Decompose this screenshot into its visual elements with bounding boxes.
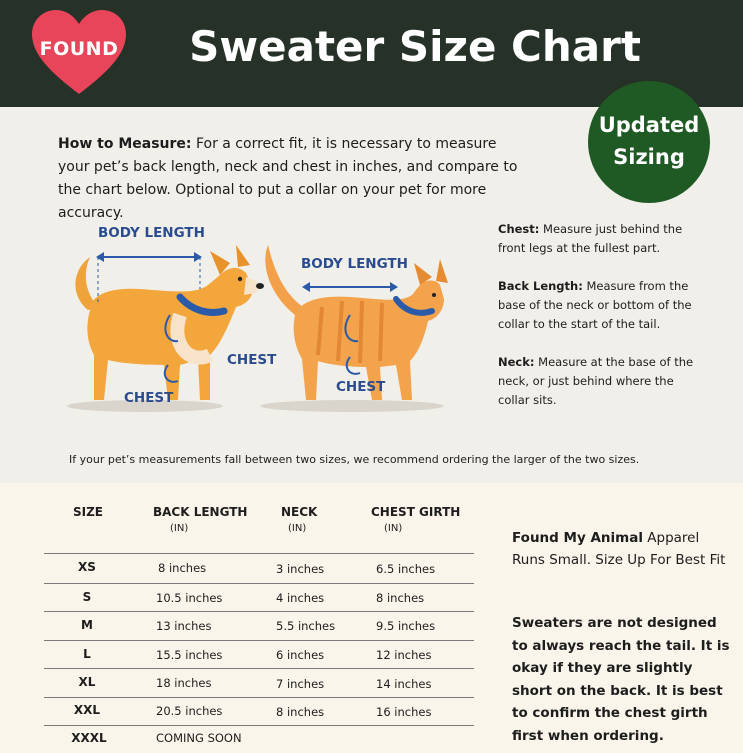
cell-size: XXXL [71, 731, 107, 745]
how-to-measure [58, 133, 528, 225]
pets-illustration [60, 215, 480, 415]
cell-size: XS [78, 560, 96, 574]
cell-back-length: 13 inches [156, 619, 212, 633]
cell-size: XL [78, 675, 96, 689]
definition-term: Back Length: [498, 279, 583, 293]
row-divider [44, 697, 474, 698]
size-between-note: If your pet’s measurements fall between two sizes, we recommend ordering the larger of the two sizes. [69, 453, 640, 466]
cell-back-length: 10.5 inches [156, 591, 223, 605]
header-chest-girth: CHEST GIRTH [371, 505, 461, 519]
cell-chest-girth: 6.5 inches [376, 562, 436, 576]
definition-chest [498, 220, 708, 258]
brand-name: Found My Animal [512, 530, 643, 546]
row-divider [44, 725, 474, 726]
cell-back-length: COMING SOON [156, 731, 242, 745]
cell-chest-girth: 9.5 inches [376, 619, 436, 633]
row-divider [44, 583, 474, 584]
badge-line-2: Sizing [613, 145, 685, 169]
definition-neck [498, 353, 708, 410]
dog-chest-label: CHEST [124, 390, 174, 406]
runs-small-note [512, 527, 727, 571]
unit-chest-girth: (IN) [384, 523, 403, 534]
cell-chest-girth: 16 inches [376, 705, 432, 719]
cell-back-length: 18 inches [156, 676, 212, 690]
cell-back-length: 8 inches [158, 561, 207, 575]
row-divider [44, 668, 474, 669]
cat-chest-left-label: CHEST [227, 352, 277, 368]
cell-size: L [83, 647, 91, 661]
cell-neck: 7 inches [276, 677, 325, 691]
cell-back-length: 15.5 inches [156, 648, 223, 662]
definition-text: Measure at the base of the neck, or just behind where the collar sits. [498, 355, 694, 407]
cell-chest-girth: 12 inches [376, 648, 432, 662]
cell-size: XXL [73, 703, 101, 717]
cell-neck: 6 inches [276, 648, 325, 662]
cell-neck: 4 inches [276, 591, 325, 605]
row-divider [44, 611, 474, 612]
cell-neck: 5.5 inches [276, 619, 336, 633]
badge-line-1: Updated [598, 113, 700, 137]
definition-text: Measure just behind the front legs at the fullest part. [498, 222, 683, 255]
cell-chest-girth: 8 inches [376, 591, 425, 605]
definition-text: Measure from the base of the neck or bottom of the collar to the start of the tail. [498, 279, 692, 331]
cell-back-length: 20.5 inches [156, 704, 223, 718]
definition-term: Chest: [498, 222, 540, 236]
dog-body-length-label: BODY LENGTH [98, 225, 205, 241]
cat-body-length-label: BODY LENGTH [301, 256, 408, 272]
header-size: SIZE [73, 505, 104, 519]
cell-size: M [81, 618, 93, 632]
definition-back-length [498, 277, 708, 334]
unit-back-length: (IN) [170, 523, 189, 534]
header-back-length: BACK LENGTH [153, 505, 248, 519]
cell-neck: 8 inches [276, 705, 325, 719]
cell-size: S [82, 590, 92, 604]
cell-neck: 3 inches [276, 562, 325, 576]
cell-chest-girth: 14 inches [376, 677, 432, 691]
cat-chest-label: CHEST [336, 379, 386, 395]
updated-sizing-badge [588, 81, 710, 203]
row-divider [44, 640, 474, 641]
page-title: Sweater Size Chart [189, 22, 641, 71]
found-logo [30, 8, 128, 96]
how-to-label: How to Measure: [58, 136, 192, 152]
measurement-illustration [60, 215, 480, 415]
measurement-definitions [498, 220, 708, 429]
dog-icon [75, 245, 264, 400]
header-neck: NECK [281, 505, 318, 519]
logo-text: FOUND [39, 38, 119, 60]
unit-neck: (IN) [288, 523, 307, 534]
tail-length-warning: Sweaters are not designed to always reach the tail. It is okay if they are slightly short on the back. It is best to confirm the chest girth first when ordering. [512, 615, 730, 744]
runs-small-text: Apparel Runs Small. Size Up For Best Fit [512, 530, 726, 568]
row-divider [44, 553, 474, 554]
how-to-text: For a correct fit, it is necessary to measure your pet’s back length, neck and chest in inches, and compare to the chart below. Optional to put a collar on your pet for more accuracy. [58, 136, 518, 221]
definition-term: Neck: [498, 355, 535, 369]
